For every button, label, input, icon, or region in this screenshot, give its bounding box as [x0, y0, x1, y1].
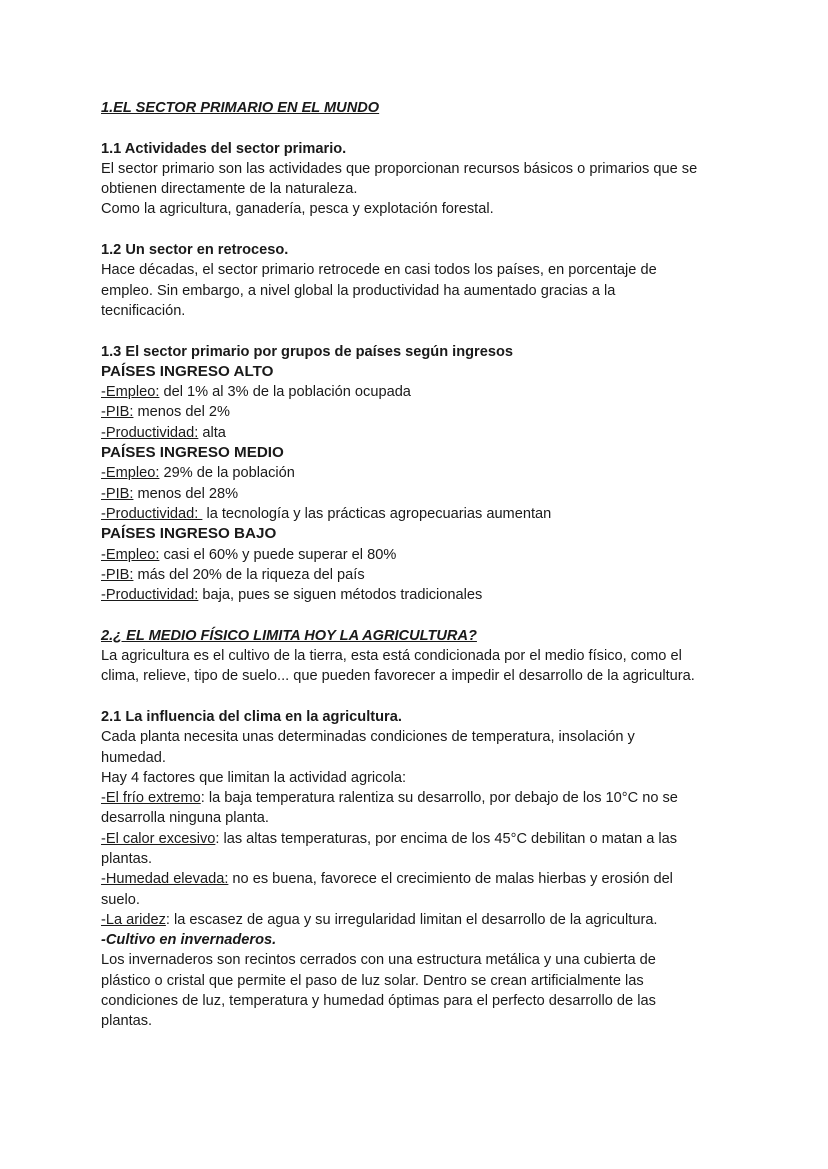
factor-calor-label: -El calor excesivo: [101, 830, 216, 847]
section-1-3-title: 1.3 El sector primario por grupos de países según ingresos: [101, 343, 513, 360]
alto-empleo: [101, 382, 738, 402]
paragraph-line: clima, relieve, tipo de suelo... que pueden favorecer a impedir el desarrollo de la agricultura.: [101, 668, 695, 685]
alto-empleo-text: del 1% al 3% de la población ocupada: [159, 384, 411, 401]
factor-humedad-label: -Humedad elevada:: [101, 871, 229, 888]
paragraph-line: plantas.: [101, 1013, 153, 1030]
medio-empleo: [101, 463, 738, 483]
paragraph-line: humedad.: [101, 749, 166, 766]
section-2-1-title: 2.1 La influencia del clima en la agricultura.: [101, 708, 402, 725]
medio-prod-label: -Productividad:: [101, 505, 203, 522]
bajo-empleo: [101, 545, 738, 565]
paragraph-line: El sector primario son las actividades que proporcionan recursos básicos o primarios que se: [101, 160, 698, 177]
medio-pib-label: -PIB:: [101, 485, 134, 502]
bajo-prod-label: -Productividad:: [101, 587, 199, 604]
bajo-pib-label: -PIB:: [101, 566, 134, 583]
factor-humedad-text: no es buena, favorece el crecimiento de malas hierbas y erosión del: [228, 871, 673, 888]
section-1-2-title: 1.2 Un sector en retroceso.: [101, 242, 289, 259]
bajo-empleo-text: casi el 60% y puede superar el 80%: [159, 546, 397, 563]
medio-pib: [101, 484, 738, 504]
alto-pib: [101, 402, 738, 422]
factor-frio-cont: desarrolla ninguna planta.: [101, 810, 269, 827]
paragraph-line: Como la agricultura, ganadería, pesca y explotación forestal.: [101, 201, 494, 218]
paragraph-line: tecnificación.: [101, 302, 186, 319]
section-1-1-title: 1.1 Actividades del sector primario.: [101, 140, 347, 157]
bajo-pib-text: más del 20% de la riqueza del país: [133, 566, 365, 583]
bajo-productividad: [101, 585, 738, 605]
bajo-pib: [101, 565, 738, 585]
factor-frio-label: -El frío extremo: [101, 790, 201, 807]
medio-empleo-label: -Empleo:: [101, 465, 160, 482]
factor-calor-cont: plantas.: [101, 850, 153, 867]
paragraph-line: Hace décadas, el sector primario retrocede en casi todos los países, en porcentaje de: [101, 262, 657, 279]
paragraph-line: La agricultura es el cultivo de la tierra, esta está condicionada por el medio físico, como el: [101, 648, 682, 665]
section-1-title: 1.EL SECTOR PRIMARIO EN EL MUNDO: [101, 100, 380, 116]
alto-pib-label: -PIB:: [101, 404, 134, 421]
medio-productividad: [101, 504, 738, 524]
paragraph-line: condiciones de luz, temperatura y humedad óptimas para el perfecto desarrollo de las: [101, 993, 656, 1010]
alto-productividad: [101, 423, 738, 443]
paragraph-line: plástico o cristal que permite el paso de luz solar. Dentro se crean artificialmente las: [101, 972, 644, 989]
ingreso-bajo-heading: PAÍSES INGRESO BAJO: [101, 525, 277, 543]
factor-frio-text: : la baja temperatura ralentiza su desarrollo, por debajo de los 10°C no se: [200, 790, 678, 807]
factor-humedad: [101, 869, 738, 889]
paragraph-line: Los invernaderos son recintos cerrados con una estructura metálica y una cubierta de: [101, 952, 656, 969]
factor-aridez-label: -La aridez: [101, 911, 166, 928]
bajo-empleo-label: -Empleo:: [101, 546, 160, 563]
paragraph-line: empleo. Sin embargo, a nivel global la productividad ha aumentado gracias a la: [101, 282, 616, 299]
factor-aridez-text: : la escasez de agua y su irregularidad limitan el desarrollo de la agricultura.: [165, 911, 658, 928]
paragraph-line: Cada planta necesita unas determinadas condiciones de temperatura, insolación y: [101, 729, 635, 746]
factor-aridez: [101, 910, 738, 930]
bajo-prod-text: baja, pues se siguen métodos tradicionales: [198, 587, 483, 604]
alto-prod-text: alta: [198, 424, 226, 441]
invernaderos-title: -Cultivo en invernaderos.: [101, 932, 277, 949]
factor-humedad-cont: suelo.: [101, 891, 140, 908]
paragraph-line: Hay 4 factores que limitan la actividad agricola:: [101, 769, 407, 786]
alto-prod-label: -Productividad:: [101, 424, 199, 441]
factor-calor-text: : las altas temperaturas, por encima de los 45°C debilitan o matan a las: [215, 830, 678, 847]
alto-empleo-label: -Empleo:: [101, 384, 160, 401]
factor-calor: [101, 829, 738, 849]
ingreso-medio-heading: PAÍSES INGRESO MEDIO: [101, 444, 284, 462]
section-2-title: 2.¿ EL MEDIO FÍSICO LIMITA HOY LA AGRICULTURA?: [101, 627, 477, 644]
paragraph-line: obtienen directamente de la naturaleza.: [101, 181, 358, 198]
ingreso-alto-heading: PAÍSES INGRESO ALTO: [101, 362, 274, 380]
alto-pib-text: menos del 2%: [133, 404, 230, 421]
medio-pib-text: menos del 28%: [133, 485, 239, 502]
factor-frio: [101, 788, 738, 808]
medio-empleo-text: 29% de la población: [159, 465, 295, 482]
medio-prod-text: la tecnología y las prácticas agropecuarias aumentan: [202, 505, 552, 522]
